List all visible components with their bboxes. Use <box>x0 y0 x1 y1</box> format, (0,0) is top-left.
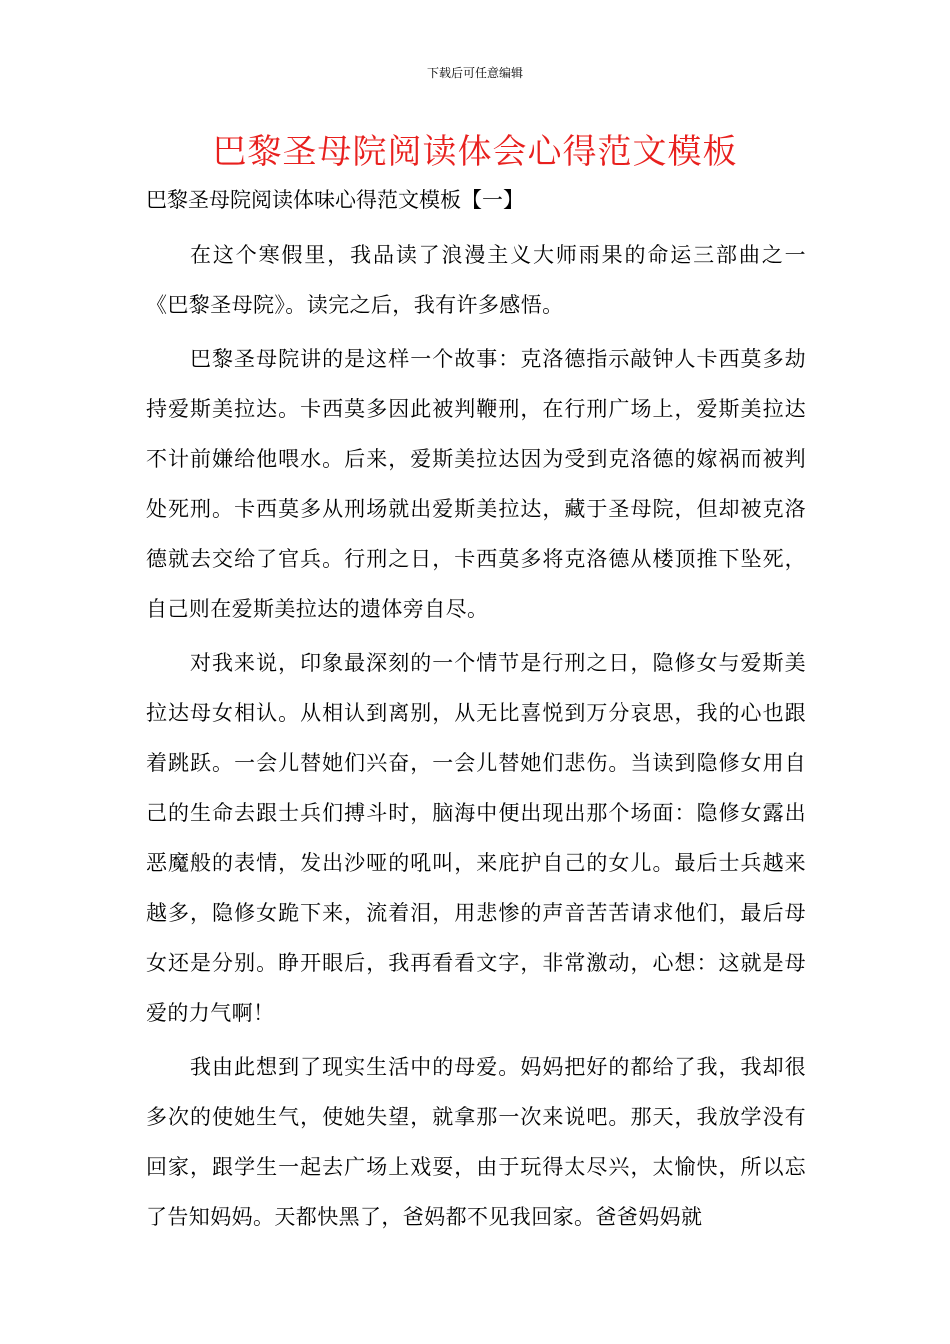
paragraph-4: 我由此想到了现实生活中的母爱。妈妈把好的都给了我，我却很多次的使她生气，使她失望，就拿那一次来说吧。那天，我放学没有回家，跟学生一起去广场上戏耍，由于玩得太尽兴，太愉快，所以忘了告知妈妈。天都快黑了，爸妈都不见我回家。爸爸妈妈就 <box>146 1055 806 1229</box>
paragraph-1: 在这个寒假里，我品读了浪漫主义大师雨果的命运三部曲之一《巴黎圣母院》。读完之后，我有许多感悟。 <box>146 243 806 317</box>
page-header-note: 下载后可任意编辑 <box>426 66 523 80</box>
document-title: 巴黎圣母院阅读体会心得范文模板 <box>212 132 738 172</box>
document-body <box>146 230 806 1246</box>
section-heading: 巴黎圣母院阅读体味心得范文模板【一】 <box>146 188 524 212</box>
paragraph-2: 巴黎圣母院讲的是这样一个故事：克洛德指示敲钟人卡西莫多劫持爱斯美拉达。卡西莫多因此被判鞭刑，在行刑广场上，爱斯美拉达不计前嫌给他喂水。后来，爱斯美拉达因为受到克洛德的嫁祸而被判处死刑。卡西莫多从刑场就出爱斯美拉达，藏于圣母院，但却被克洛德就去交给了官兵。行刑之日，卡西莫多将克洛德从楼顶推下坠死，自己则在爱斯美拉达的遗体旁自尽。 <box>146 347 806 621</box>
paragraph-3: 对我来说，印象最深刻的一个情节是行刑之日，隐修女与爱斯美拉达母女相认。从相认到离别，从无比喜悦到万分哀思，我的心也跟着跳跃。一会儿替她们兴奋，一会儿替她们悲伤。当读到隐修女用自己的生命去跟士兵们搏斗时，脑海中便出现出那个场面：隐修女露出恶魔般的表情，发出沙哑的吼叫，来庇护自己的女儿。最后士兵越来越多，隐修女跪下来，流着泪，用悲惨的声音苦苦请求他们，最后母女还是分别。睁开眼后，我再看看文字，非常激动，心想：这就是母爱的力气啊！ <box>146 651 806 1025</box>
